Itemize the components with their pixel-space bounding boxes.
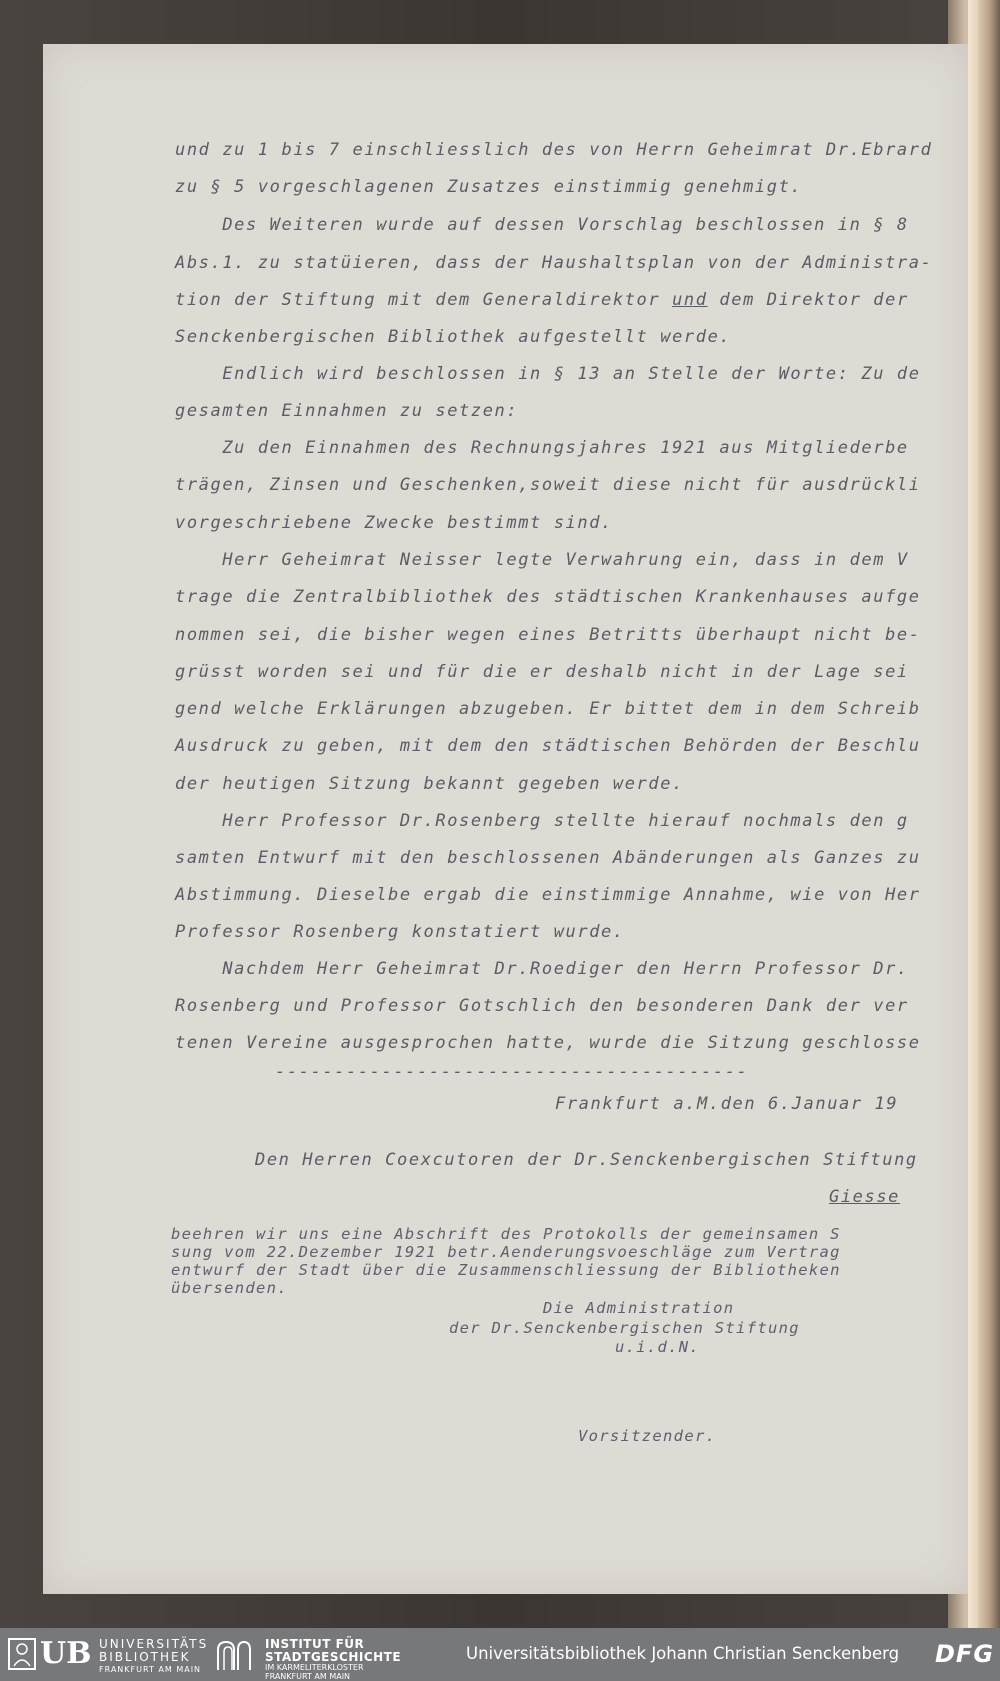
isg-label-4: FRANKFURT AM MAIN	[265, 1672, 351, 1681]
dfg-logo: DFG	[935, 1640, 995, 1668]
letter-line: entwurf der Stadt über die Zusammenschliessung der Bibliotheken	[171, 1261, 841, 1279]
isg-label-2: STADTGESCHICHTE	[265, 1650, 402, 1664]
footer-bar	[0, 1628, 1000, 1681]
signature-title: Vorsitzender.	[578, 1427, 717, 1445]
isg-logo-icon	[214, 1638, 252, 1672]
text-line: grüsst worden sei und für die er deshalb nicht in der Lage sei	[175, 662, 909, 682]
ub-logo-text: UB	[40, 1636, 92, 1671]
text-line: Abs.1. zu statüieren, dass der Haushaltsplan von der Administra-	[175, 253, 933, 273]
library-name: Universitätsbibliothek Johann Christian Senckenberg	[466, 1644, 900, 1663]
text-line: Herr Geheimrat Neisser legte Verwahrung ein, dass in dem V	[175, 550, 909, 570]
letter-line: beehren wir uns eine Abschrift des Protokolls der gemeinsamen S	[171, 1225, 841, 1243]
text-line: Nachdem Herr Geheimrat Dr.Roediger den Herrn Professor Dr.	[175, 959, 909, 979]
isg-label-1: INSTITUT FÜR	[265, 1637, 365, 1651]
signature-line-2: der Dr.Senckenbergischen Stiftung	[449, 1319, 800, 1337]
text-line: Ausdruck zu geben, mit dem den städtischen Behörden der Beschlu	[175, 736, 921, 756]
text-line: nommen sei, die bisher wegen eines Betritts überhaupt nicht be-	[175, 625, 921, 645]
text-line: Abstimmung. Dieselbe ergab die einstimmige Annahme, wie von Her	[175, 885, 921, 905]
text-line: der heutigen Sitzung bekannt gegeben werde.	[175, 774, 684, 794]
signature-line-1: Die Administration	[543, 1299, 735, 1317]
text-line: Zu den Einnahmen des Rechnungsjahres 1921 aus Mitgliederbe	[175, 438, 909, 458]
univ-label-1: UNIVERSITÄTS	[99, 1637, 209, 1651]
text-segment: dem Direktor der	[707, 290, 909, 310]
addressee-line: Den Herren Coexcutoren der Dr.Senckenbergischen Stiftung	[255, 1150, 918, 1170]
underlined-word: und	[672, 290, 708, 310]
text-line: tenen Vereine ausgesprochen hatte, wurde die Sitzung geschlosse	[175, 1033, 921, 1053]
book-page-edge	[968, 0, 978, 1628]
dashed-separator: ----------------------------------------	[275, 1062, 749, 1082]
univ-label-2: BIBLIOTHEK	[99, 1650, 191, 1664]
text-line: vorgeschriebene Zwecke bestimmt sind.	[175, 513, 613, 533]
text-line: trägen, Zinsen und Geschenken,soweit diese nicht für ausdrückli	[175, 475, 921, 495]
date-line: Frankfurt a.M.den 6.Januar 19	[555, 1094, 899, 1114]
letter-line: übersenden.	[171, 1279, 288, 1297]
city-line: Giesse	[829, 1187, 901, 1207]
text-line: und zu 1 bis 7 einschliesslich des von Herrn Geheimrat Dr.Ebrard	[175, 140, 933, 160]
text-line: Herr Professor Dr.Rosenberg stellte hierauf nochmals den g	[175, 811, 909, 831]
signature-line-3: u.i.d.N.	[615, 1338, 701, 1356]
text-line-with-underline	[175, 290, 909, 310]
document-page	[43, 44, 968, 1594]
text-line: gesamten Einnahmen zu setzen:	[175, 401, 519, 421]
text-segment: tion der Stiftung mit dem Generaldirektor	[175, 290, 673, 310]
univ-label-3: FRANKFURT AM MAIN	[99, 1665, 202, 1674]
letter-line: sung vom 22.Dezember 1921 betr.Aenderungsvoeschläge zum Vertrag	[171, 1243, 841, 1261]
isg-label-3: IM KARMELITERKLOSTER	[265, 1663, 364, 1672]
text-line: gend welche Erklärungen abzugeben. Er bittet dem in dem Schreib	[175, 699, 921, 719]
text-line: trage die Zentralbibliothek des städtischen Krankenhauses aufge	[175, 587, 921, 607]
text-line: zu § 5 vorgeschlagenen Zusatzes einstimmig genehmigt.	[175, 177, 803, 197]
text-line: Des Weiteren wurde auf dessen Vorschlag beschlossen in § 8	[175, 215, 909, 235]
text-line: Endlich wird beschlossen in § 13 an Stelle der Worte: Zu de	[175, 364, 921, 384]
ub-logo-icon	[8, 1638, 36, 1670]
text-line: samten Entwurf mit den beschlossenen Abänderungen als Ganzes zu	[175, 848, 921, 868]
text-line: Professor Rosenberg konstatiert wurde.	[175, 922, 625, 942]
text-line: Senckenbergischen Bibliothek aufgestellt werde.	[175, 327, 732, 347]
text-line: Rosenberg und Professor Gotschlich den besonderen Dank der ver	[175, 996, 909, 1016]
